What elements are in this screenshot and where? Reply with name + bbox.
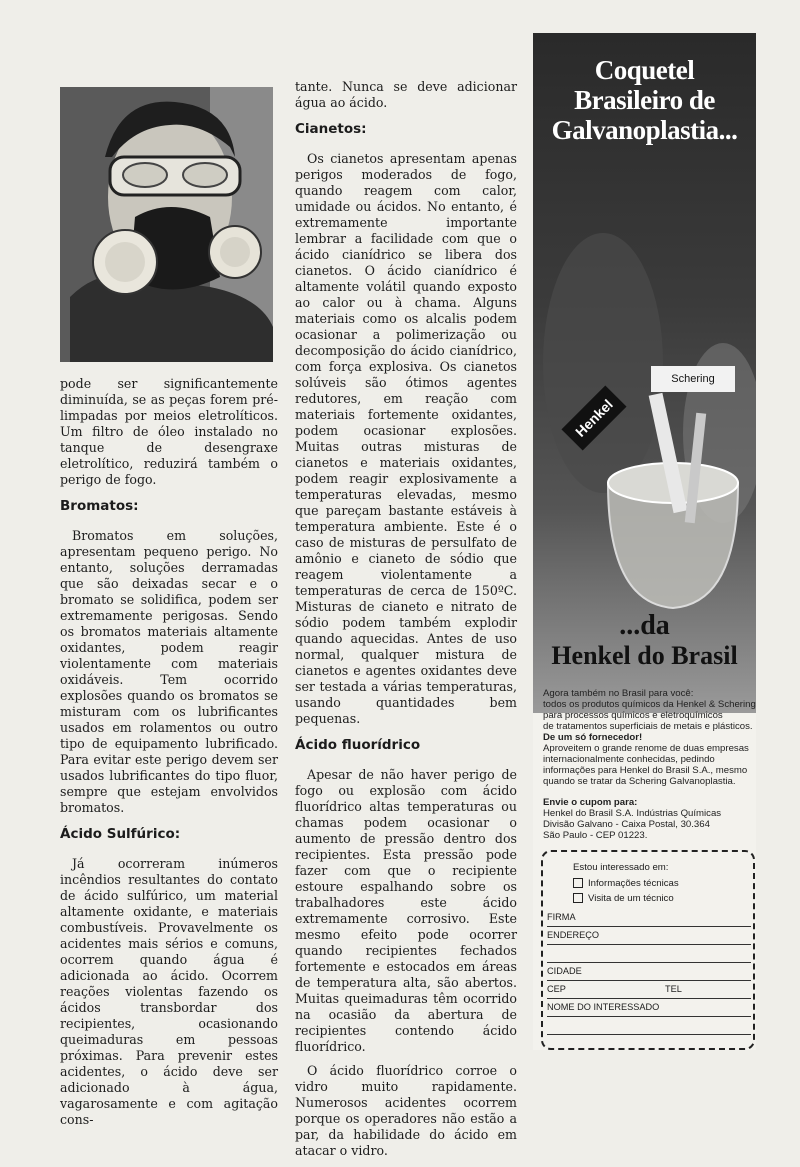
ad-body-line: informações para Henkel do Brasil S.A., mesmo <box>543 765 748 776</box>
option-visita[interactable] <box>573 893 674 904</box>
address-line: Divisão Galvano - Caixa Postal, 30.364 <box>543 819 710 830</box>
coupon-form <box>541 850 755 1050</box>
paragraph-cianetos: Os cianetos apresentam apenas perigos moderados de fogo, quando reagem com calor, umidade ou ácidos. No entanto, é extremamente importante lembrar a facilidade com que o ácido cianídrico se libera dos cianetos. O ácido cianídrico é altamente volátil quando exposto ao calor ou à chama. Alguns materiais como os alcalis podem ocasionar a polimerização ou decomposição do ácido cianídrico, com força explosiva. Os cianetos solúveis são ótimos agentes redutores, em reação com materiais fortemente oxidantes, podem ocasionar explosões. Muitas outras misturas de cianetos e materiais oxidantes, podem reagir explosivamente a temperaturas elevadas, mesmo que pareçam bastante estáveis à temperatura ambiente. Este é o caso de misturas de persulfato de amônio e cianeto de sódio que reagem violentamente a temperaturas de cerca de 150ºC. Misturas de cianeto e nitrato de sódio podem também explodir quando aquecidas. Antes de uso normal, qualquer mistura de cianetos e agentes oxidantes deve ser testada a várias temperaturas, usando quantidades bem pequenas. <box>295 151 517 726</box>
henkel-tag-label: Henkel <box>561 385 626 450</box>
ad-body-line: de tratamentos superficiais de metais e plásticos. <box>543 721 753 732</box>
address-line: Henkel do Brasil S.A. Indústrias Químicas <box>543 808 722 819</box>
ad-body-line: todos os produtos químicos da Henkel & Schering <box>543 699 756 710</box>
address-line: São Paulo - CEP 01223. <box>543 830 648 841</box>
checkbox-icon[interactable] <box>573 893 583 903</box>
paragraph-continued: pode ser significantemente diminuída, se as peças forem pré-limpadas por meios eletrolíticos. Um filtro de óleo instalado no tanque de desengraxe eletrolítico, reduzirá também o perigo de fogo. <box>60 376 278 487</box>
heading-acido-fluoridrico: Ácido fluorídrico <box>295 737 421 753</box>
coupon-intro: Estou interessado em: <box>573 862 669 873</box>
field-label: NOME DO INTERESSADO <box>547 1002 660 1012</box>
ad-headline-line-2: Brasileiro de <box>574 85 715 115</box>
ad-tagline-da: ...da <box>619 610 670 641</box>
paragraph-continued: tante. Nunca se deve adicionar água ao ácido. <box>295 79 517 110</box>
field-label: FIRMA <box>547 912 576 922</box>
field-firma[interactable] <box>547 912 751 927</box>
field-nome-line-2[interactable] <box>547 1020 751 1035</box>
field-label: ENDEREÇO <box>547 930 600 940</box>
field-cep-tel[interactable] <box>547 984 751 999</box>
ad-bold-line: De um só fornecedor! <box>543 732 643 743</box>
ad-address-block <box>543 797 753 841</box>
ad-body-line: Aproveitem o grande renome de duas empresas <box>543 743 749 754</box>
paragraph-bromatos: Bromatos em soluções, apresentam pequeno perigo. No entanto, soluções derramadas que são deixadas secar e o bromato se solidifica, podem ser extremamente perigosas. Sendo os bromatos materiais altamente oxidantes, podem reagir violentamente com materiais oxidáveis. Tem ocorrido explosões quando os bromatos se misturam com os lubrificantes usados em rolamentos ou outro tipo de equipamento lubrificado. Para evitar este perigo devem ser usados lubrificantes do tipo fluor, sempre que estejam envolvidos bromatos. <box>60 528 278 815</box>
ad-body-line: para processos químicos e eletroquímicos <box>543 710 723 721</box>
option-label: Informações técnicas <box>588 878 679 889</box>
schering-tag-label: Schering <box>651 366 735 392</box>
ad-headline-line-3: Galvanoplastia... <box>551 115 738 145</box>
option-label: Visita de um técnico <box>588 893 674 904</box>
article-column-2 <box>295 79 517 1167</box>
paragraph-fluoridrico-1: Apesar de não haver perigo de fogo ou explosão com ácido fluorídrico altas temperaturas ou chamas podem ocasionar o aumento de pressão dentro dos recipientes. Esta pressão pode fazer com que o recipiente estoure espalhando sobre os trabalhadores este ácido extremamente corrosivo. Este mesmo efeito pode ocorrer quando recipientes fechados fortemente e estocados em áreas de temperatura alta, são abertos. Muitas queimaduras têm ocorrido na ocasião da abertura de recipientes contendo ácido fluorídrico. <box>295 767 517 1054</box>
paragraph-fluoridrico-2: O ácido fluorídrico corroe o vidro muito rapidamente. Numerosos acidentes ocorrem porque os operadores não estão a par, da habilidade do ácido em atacar o vidro. <box>295 1063 517 1158</box>
ad-body-line: internacionalmente conhecidas, pedindo <box>543 754 715 765</box>
ad-headline-line-1: Coquetel <box>594 55 695 85</box>
ad-body-text <box>543 688 756 787</box>
send-coupon-title: Envie o cupom para: <box>543 797 638 808</box>
field-cidade[interactable] <box>547 966 751 981</box>
man-with-respirator-illustration <box>60 87 273 362</box>
field-label: CIDADE <box>547 966 582 976</box>
option-informacoes[interactable] <box>573 878 679 889</box>
heading-bromatos: Bromatos: <box>60 498 139 514</box>
field-endereco[interactable] <box>547 930 751 945</box>
heading-acido-sulfurico: Ácido Sulfúrico: <box>60 826 181 842</box>
heading-cianetos: Cianetos: <box>295 121 367 137</box>
ad-body-line: Agora também no Brasil para você: <box>543 688 694 699</box>
paragraph-acido-sulfurico: Já ocorreram inúmeros incêndios resultantes do contato de ácido sulfúrico, um material altamente oxidante, e materiais combustíveis. Provavelmente os acidentes mais sérios e comuns, ocorrem quando água é adicionada ao ácido. Ocorrem reações violentas fazendo os ácidos transbordar dos recipientes, ocasionando queimaduras em pessoas próximas. Para prevenir estes acidentes, o ácido deve ser adicionado à água, vagarosamente e com agitação cons- <box>60 856 278 1127</box>
henkel-advertisement <box>533 33 756 1050</box>
ad-tagline-henkel: Henkel do Brasil <box>551 641 738 670</box>
field-label: CEP <box>547 984 566 994</box>
respirator-photo <box>60 87 273 362</box>
field-label: TEL <box>665 984 682 994</box>
ad-body-line: quando se tratar da Schering Galvanoplastia. <box>543 776 736 787</box>
field-nome-interessado[interactable] <box>547 1002 751 1017</box>
checkbox-icon[interactable] <box>573 878 583 888</box>
field-endereco-line-2[interactable] <box>547 948 751 963</box>
article-column-1 <box>60 376 278 1136</box>
